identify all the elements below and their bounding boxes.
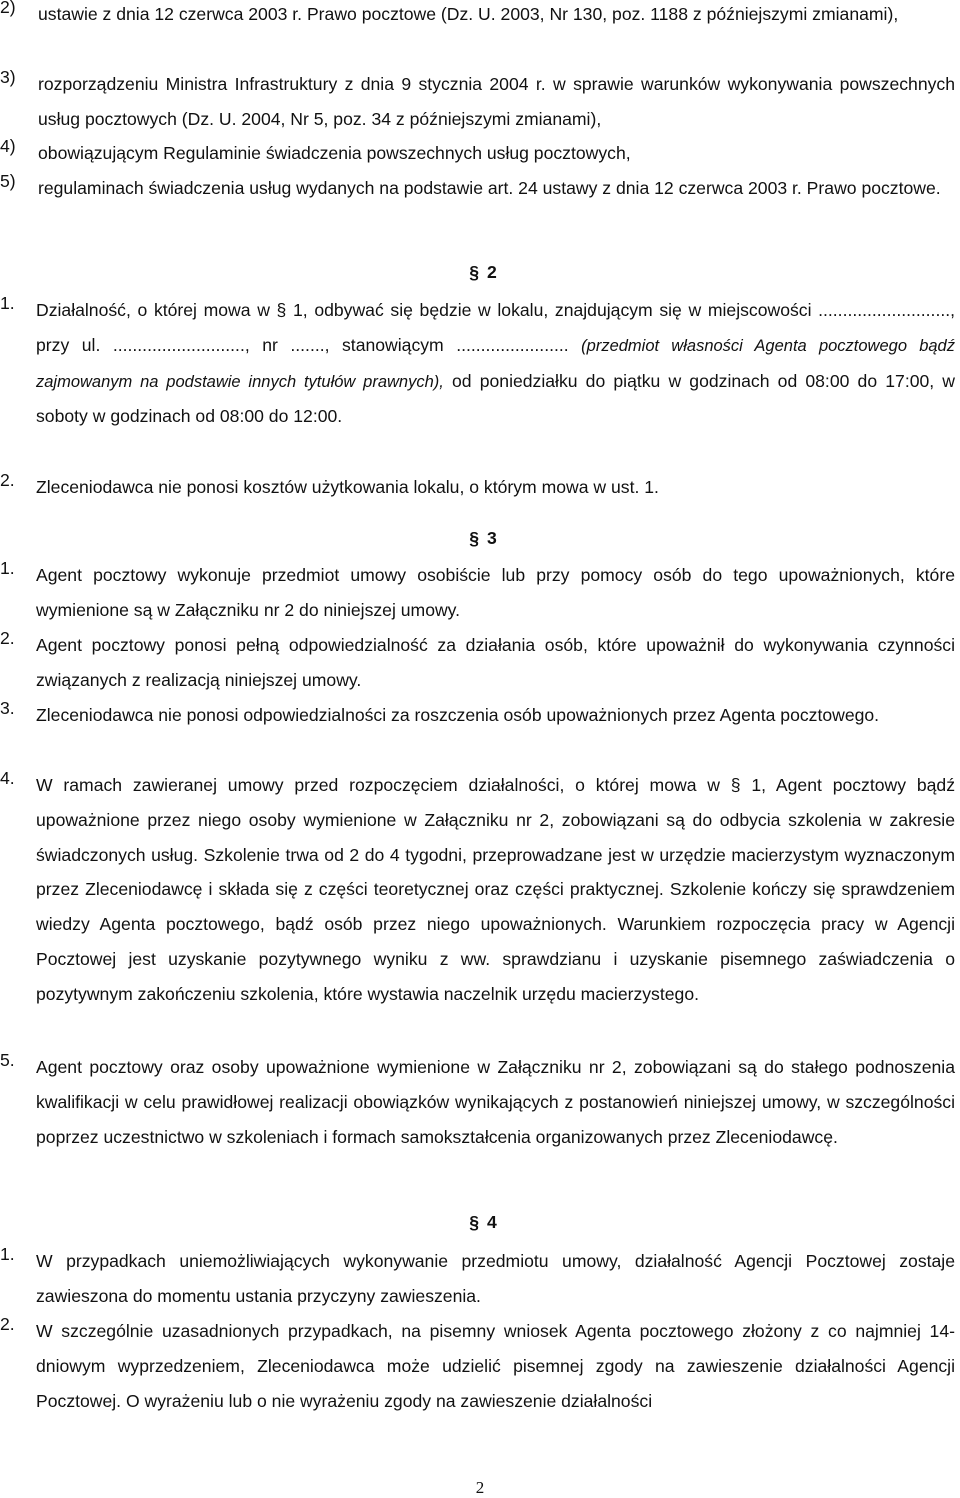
list-item (0, 171, 960, 206)
paragraph-number: 5. (0, 1050, 15, 1070)
list-number: 2) (0, 0, 16, 17)
section-symbol: § (469, 262, 479, 282)
paragraph (0, 628, 960, 698)
paragraph-text: W ramach zawieranej umowy przed rozpoczęciem działalności, o której mowa w § 1, Agent pocztowy bądź upoważnione przez niego osoby wymienione w Załączniku nr 2, zobowiązani są do odbycia szkolenia w zakresie świadczonych usług. Szkolenie trwa od 2 do 4 tygodni, przeprowadzane jest w urzędzie macierzystym wyznaczonym przez Zleceniodawcę i składa się z części teoretycznej oraz części praktycznej. Szkolenie kończy się sprawdzeniem wiedzy Agenta pocztowego, bądź osób przez niego upoważnionych. Warunkiem rozpoczęcia pracy w Agencji Pocztowej jest uzyskanie pozytywnego wyniku z ww. sprawdzianu i uzyskanie pisemnego zaświadczenia o pozytywnym zakończeniu szkolenia, które wystawia naczelnik urzędu macierzystego. (36, 775, 955, 1004)
list-number: 3) (0, 67, 16, 87)
section-heading (443, 1212, 523, 1233)
paragraph-text: Agent pocztowy oraz osoby upoważnione wymienione w Załączniku nr 2, zobowiązani są do stałego podnoszenia kwalifikacji w celu prawidłowej realizacji obowiązków wynikających z postanowień niniejszej umowy, w szczególności poprzez uczestnictwo w szkoleniach i formach samokształcenia organizowanych przez Zleceniodawcę. (36, 1057, 955, 1147)
paragraph-number: 2. (0, 470, 15, 490)
list-item (0, 0, 960, 32)
section-symbol: § (469, 1212, 479, 1232)
paragraph (0, 1314, 960, 1418)
list-item (0, 67, 960, 137)
paragraph-text: Zleceniodawca nie ponosi odpowiedzialności za roszczenia osób upoważnionych przez Agenta pocztowego. (36, 705, 880, 725)
paragraph-number: 1. (0, 293, 15, 313)
section-number: 2 (487, 262, 497, 282)
list-item (0, 136, 960, 171)
paragraph-number: 2. (0, 1314, 15, 1334)
paragraph-text: W szczególnie uzasadnionych przypadkach, na pisemny wniosek Agenta pocztowego złożony z co najmniej 14-dniowym wyprzedzeniem, Zleceniodawca może udzielić pisemnej zgody na zawieszenie działalności Agencji Pocztowej. O wyrażeniu lub o nie wyrażeniu zgody na zawieszenie działalności (36, 1321, 955, 1411)
list-text: obowiązującym Regulaminie świadczenia powszechnych usług pocztowych, (38, 143, 631, 163)
section-number: 3 (487, 528, 497, 548)
section-heading (443, 528, 523, 549)
paragraph-number: 4. (0, 768, 15, 788)
section-number: 4 (487, 1212, 497, 1232)
paragraph-number: 2. (0, 628, 15, 648)
paragraph-text: Agent pocztowy ponosi pełną odpowiedzialność za działania osób, które upoważnił do wykonywania czynności związanych z realizacją niniejszej umowy. (36, 635, 955, 690)
paragraph-text: Agent pocztowy wykonuje przedmiot umowy osobiście lub przy pomocy osób do tego upoważnionych, które wymienione są w Załączniku nr 2 do niniejszej umowy. (36, 565, 955, 620)
paragraph (0, 1050, 960, 1154)
list-text: ustawie z dnia 12 czerwca 2003 r. Prawo pocztowe (Dz. U. 2003, Nr 130, poz. 1188 z późniejszymi zmianami), (38, 4, 899, 24)
page-number: 2 (475, 1478, 485, 1497)
paragraph-text-part: Działalność, o której mowa w § 1, odbywać się będzie w lokalu, znajdującym się w miejscowości ..........................., przy ul. ..........................., nr ......., stanowiącym ....................... (36, 300, 955, 355)
paragraph (0, 698, 960, 733)
paragraph (0, 558, 960, 628)
section-heading (443, 262, 523, 283)
paragraph-number: 3. (0, 698, 15, 718)
paragraph-italic-text: (przedmiot własności Agenta pocztowego bądź zajmowanym na podstawie innych tytułów prawnych), (36, 336, 955, 391)
paragraph-text: W przypadkach uniemożliwiających wykonywanie przedmiotu umowy, działalność Agencji Pocztowej zostaje zawieszona do momentu ustania przyczyny zawieszenia. (36, 1251, 955, 1306)
list-number: 5) (0, 171, 16, 191)
paragraph (0, 768, 960, 1012)
paragraph-text (36, 293, 960, 434)
paragraph-text-part: od poniedziałku do piątku w godzinach od 08:00 do 17:00, w soboty w godzinach od 08:00 do 12:00. (36, 370, 956, 427)
paragraph-number: 1. (0, 1244, 15, 1264)
section-symbol: § (469, 528, 479, 548)
paragraph (0, 1244, 960, 1314)
paragraph-number: 1. (0, 558, 15, 578)
paragraph-text: Zleceniodawca nie ponosi kosztów użytkowania lokalu, o którym mowa w ust. 1. (36, 477, 659, 497)
list-text: regulaminach świadczenia usług wydanych na podstawie art. 24 ustawy z dnia 12 czerwca 2003 r. Prawo pocztowe. (38, 178, 941, 198)
paragraph (0, 470, 960, 505)
paragraph (0, 293, 960, 434)
list-number: 4) (0, 136, 16, 156)
list-text: rozporządzeniu Ministra Infrastruktury z dnia 9 stycznia 2004 r. w sprawie warunków wykonywania powszechnych usług pocztowych (Dz. U. 2004, Nr 5, poz. 34 z późniejszymi zmianami), (38, 74, 955, 129)
